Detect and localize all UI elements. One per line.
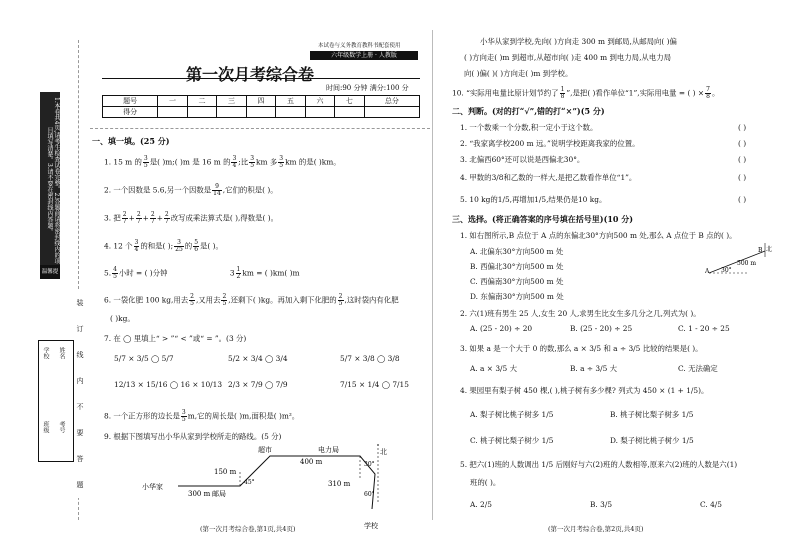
score-cell[interactable] — [364, 107, 419, 118]
svg-text:45°: 45° — [244, 479, 255, 486]
seal-char: 装 — [76, 299, 84, 307]
judge-answer[interactable]: ( ) — [738, 195, 747, 204]
score-cell[interactable] — [246, 107, 275, 118]
choice-option: A. 梨子树比桃子树多 1/5 — [470, 410, 554, 419]
q8: 8. 一个正方形的边长是 $\frac{3}{5}$ m,它的周长是( )m,面积是( )m²。 — [104, 409, 300, 423]
score-header-cell: 五 — [276, 96, 305, 107]
compare-item: 12/13 × 15/16 ◯ 16 × 10/13 — [114, 380, 223, 389]
section-rule — [90, 128, 430, 129]
score-header-cell: 七 — [335, 96, 364, 107]
seal-char: 题 — [76, 481, 84, 489]
score-cell[interactable] — [276, 107, 305, 118]
compare-item: 2/3 × 7/9 ◯ 7/9 — [228, 380, 288, 389]
q6-cont: ( )kg。 — [110, 314, 135, 323]
q9-line: ( )方向走( )m 到超市,从超市向( )走 400 m 到电力局,从电力局 — [464, 53, 671, 62]
score-label-cell: 得分 — [103, 107, 158, 118]
score-header-cell: 题号 — [103, 96, 158, 107]
direction-figure — [705, 243, 775, 277]
choice-option: C. 4/5 — [700, 500, 722, 509]
q9-line: 向( )偏( )( )方向走( )m 到学校。 — [464, 69, 573, 78]
q1: 1. 15 m 的 $\frac{3}{5}$ 是( )m;( )m 是 16 m 的 $\frac{3}{4}$ ;比 $\frac{3}{5}$ km 多 $\frac{3}{5}$ km 的是( )km。 — [104, 155, 341, 169]
choice-option: A. 2/5 — [470, 500, 492, 509]
score-header-cell: 四 — [246, 96, 275, 107]
choice-question-cont: 班的( )。 — [470, 478, 501, 487]
q9-title: 9. 根据下图填写出小华从家到学校所走的路线。(5 分) — [104, 432, 282, 441]
judge-item: 3. 北偏西60°还可以说是西偏北30°。 — [460, 155, 585, 164]
seal-char: 答 — [76, 455, 84, 463]
score-cell[interactable] — [158, 107, 187, 118]
grade-badge — [310, 51, 418, 60]
compare-item: 5/7 × 3/5 ◯ 5/7 — [114, 354, 174, 363]
seal-char: 订 — [76, 325, 84, 333]
svg-text:300 m: 300 m — [188, 490, 211, 498]
judge-answer[interactable]: ( ) — [738, 155, 747, 164]
judge-item: 2. “我家离学校200 m 远。”说明学校距离我家的位置。 — [460, 139, 640, 148]
compare-item: 7/15 × 1/4 ◯ 7/15 — [340, 380, 409, 389]
title-rule — [102, 78, 420, 79]
score-header-cell: 六 — [305, 96, 334, 107]
judge-answer[interactable]: ( ) — [738, 139, 747, 148]
judge-item: 1. 一个数乘一个分数,积一定小于这个数。 — [460, 123, 598, 132]
seal-char: 内 — [76, 377, 84, 385]
choice-option: C. 桃子树比梨子树少 1/5 — [470, 436, 554, 445]
svg-text:A: A — [705, 268, 710, 275]
score-header-cell: 总分 — [364, 96, 419, 107]
score-header-cell: 一 — [158, 96, 187, 107]
q9-line: 小华从家到学校,先向( )方向走 300 m 到邮局,从邮局向( )偏 — [480, 37, 677, 46]
choice-option: D. 梨子树比桃子树少 1/5 — [610, 436, 694, 445]
svg-text:超市: 超市 — [258, 446, 272, 454]
choice-question: 4. 果园里有梨子树 450 棵,( ),桃子树有多少棵? 列式为 450 × (1 + 1/5)。 — [460, 386, 709, 395]
warm-tip-badge — [40, 265, 60, 289]
choice-option: B. 3/5 — [590, 500, 613, 509]
top-note: 本试卷与义务教育教科书配套使用 — [318, 43, 401, 49]
seal-char: 线 — [76, 351, 84, 359]
choice-option: B. 西偏北30°方向500 m 处 — [470, 262, 564, 271]
judge-answer[interactable]: ( ) — [738, 123, 747, 132]
svg-text:邮局: 邮局 — [212, 490, 226, 498]
student-info-box — [38, 340, 74, 462]
section2-title: 二、判断。(对的打“√”,错的打“×”)(5 分) — [452, 106, 605, 116]
compare-item: 5/7 × 3/8 ◯ 3/8 — [340, 354, 400, 363]
time-score: 时间:90 分钟 满分:100 分 — [326, 84, 409, 92]
choice-option: A. a × 3/5 大 — [470, 364, 517, 373]
notice-text: 1.本卷共4页,请考生检查试卷完整。2.答题前请将密封线内的项目填写清楚。3.请不要在密封线内答题。 — [46, 97, 60, 265]
name-label: 姓名 — [58, 347, 65, 359]
score-cell[interactable] — [305, 107, 334, 118]
svg-text:学校: 学校 — [364, 522, 378, 530]
page-divider — [432, 30, 433, 520]
judge-item: 4. 甲数的3/8和乙数的一样大,是把乙数看作单位“1”。 — [460, 173, 637, 182]
choice-option: C. 1 - 20 ÷ 25 — [678, 324, 730, 333]
section3-title: 三、选择。(将正确答案的序号填在括号里)(10 分) — [452, 214, 634, 224]
q2: 2. 一个因数是 5.6,另一个因数是 $\frac{9}{14}$ ,它们的积是( )。 — [104, 183, 278, 197]
judge-answer[interactable]: ( ) — [738, 173, 747, 182]
score-cell[interactable] — [187, 107, 216, 118]
judge-item: 5. 10 kg的1/5,再增加1/5,结果仍是10 kg。 — [460, 195, 607, 204]
choice-option: D. 东偏南30°方向500 m 处 — [470, 292, 564, 301]
svg-text:北: 北 — [380, 448, 387, 456]
svg-text:60°: 60° — [364, 491, 375, 498]
q10: 10. “实际用电量比原计划节约了 $\frac{1}{8}$ ”,是把( )看作单位“1”,实际用电量 = ( ) × $\frac{7}{8}$ 。 — [452, 86, 720, 100]
choice-option: A. 北偏东30°方向500 m 处 — [470, 247, 564, 256]
svg-text:500 m: 500 m — [737, 260, 757, 267]
home-label: 小华家 — [142, 483, 163, 491]
choice-question: 5. 把六(1)班的人数调出 1/5 后刚好与六(2)班的人数相等,原来六(2)班的人数是六(1) — [460, 460, 738, 469]
warm-tip-label: 温馨提示 — [41, 269, 59, 289]
footer-left: (第一次月考综合卷,第1页,共4页) — [200, 525, 296, 533]
page-title: 第一次月考综合卷 — [186, 65, 315, 84]
q3: 3. 把 $\frac{2}{7}$ + $\frac{2}{7}$ + $\frac{2}{7}$ + $\frac{2}{7}$ 改写成乘法算式是( ),得数是( )。 — [104, 211, 278, 225]
svg-text:北: 北 — [766, 246, 773, 253]
section1-title: 一、填一填。(25 分) — [92, 136, 170, 146]
q6: 6. 一袋化肥 100 kg,用去 $\frac{2}{5}$ ,又用去 $\frac{2}{5}$ ,还剩下( )kg。再加入剩下化肥的 $\frac{2}{5}$ ,这时袋内有化肥 — [104, 293, 399, 307]
seal-chars — [75, 290, 85, 498]
footer-right: (第一次月考综合卷,第2页,共4页) — [548, 525, 644, 533]
svg-text:30°: 30° — [721, 267, 732, 274]
svg-text:150 m: 150 m — [214, 468, 237, 476]
score-header-cell: 二 — [187, 96, 216, 107]
svg-text:B: B — [758, 247, 763, 254]
choice-question: 3. 如果 a 是一个大于 0 的数,那么 a × 3/5 和 a ÷ 3/5 比较的结果是( )。 — [460, 344, 703, 353]
svg-text:310 m: 310 m — [328, 480, 351, 488]
compare-item: 5/2 × 3/4 ◯ 3/4 — [228, 354, 288, 363]
choice-option: B. (25 - 20) ÷ 25 — [570, 324, 633, 333]
choice-option: C. 西偏南30°方向500 m 处 — [470, 277, 564, 286]
exam-no-label: 考号 — [58, 421, 65, 433]
svg-text:400 m: 400 m — [300, 458, 323, 466]
choice-option: C. 无法确定 — [678, 364, 718, 373]
notice-sidebar — [40, 92, 60, 270]
q5: 5. $\frac{4}{5}$ 小时 = ( )分钟 3 $\frac{1}{2}$ km = ( )km( )m — [104, 266, 300, 280]
svg-text:电力局: 电力局 — [318, 446, 339, 454]
class-label: 班级 — [42, 421, 49, 433]
q4: 4. 12 个 $\frac{3}{4}$ 的和是( ); $\frac{3}{25}$ 的 $\frac{5}{6}$ 是( )。 — [104, 239, 223, 253]
choice-question: 1. 如右图所示,B 点位于 A 点的东偏北30°方向500 m 处,那么 A 点位于 B 点的( )。 — [460, 231, 737, 240]
choice-option: B. 桃子树比梨子树多 1/5 — [610, 410, 694, 419]
route-diagram — [140, 444, 430, 534]
choice-option: A. (25 - 20) ÷ 20 — [470, 324, 533, 333]
score-cell[interactable] — [217, 107, 246, 118]
seal-char: 不 — [76, 403, 84, 411]
seal-char: 要 — [76, 429, 84, 437]
choice-option: B. a ÷ 3/5 大 — [570, 364, 618, 373]
grade-badge-text: 六年级数学上册 · 人教版 — [331, 52, 397, 59]
score-cell[interactable] — [335, 107, 364, 118]
svg-text:30°: 30° — [364, 461, 375, 468]
score-table — [102, 95, 420, 118]
school-label: 学校 — [42, 347, 49, 359]
q7-title: 7. 在 ◯ 里填上“ > ”“ < ”或“ = ”。(3 分) — [104, 334, 247, 343]
score-header-cell: 三 — [217, 96, 246, 107]
choice-question: 2. 六(1)班有男生 25 人,女生 20 人,求男生比女生多几分之几,列式为( )。 — [460, 309, 701, 318]
